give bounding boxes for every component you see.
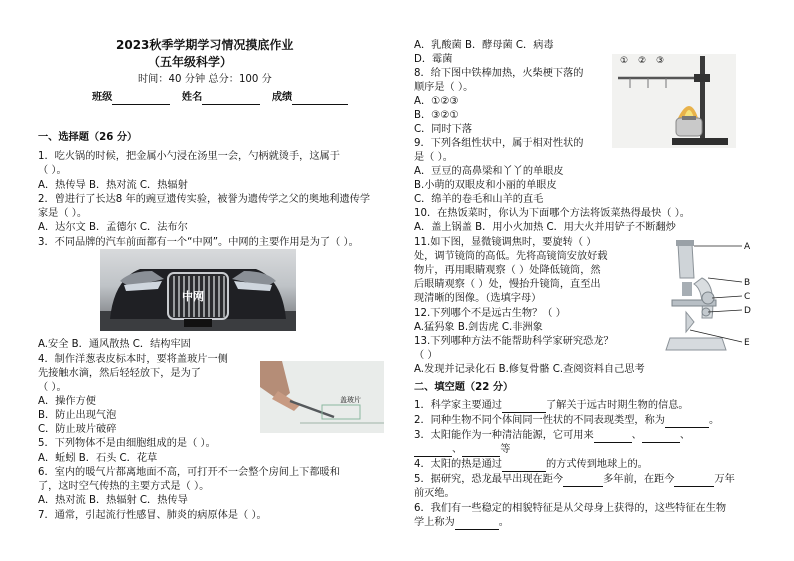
- fill-1-suffix: 了解关于远古时期生物的信息。: [545, 400, 689, 411]
- q9-option-a: A．豆豆的高鼻梁和丫丫的单眼皮: [414, 166, 564, 177]
- fill-5-unit: 万年: [714, 474, 735, 485]
- student-info-row: [92, 90, 348, 105]
- microscope-label-e: E: [744, 338, 750, 348]
- q11-line-2: 处，调节镜筒的高低。先将高镜筒安放好载: [414, 251, 608, 262]
- fill-2-suffix: 。: [708, 415, 720, 426]
- q12-options: A.猛犸象 B.剑齿虎 C.非洲象: [414, 322, 543, 333]
- fill-5-blank-2[interactable]: [674, 486, 714, 487]
- q2-blank: 家是（ ）。: [38, 208, 88, 219]
- class-label: 班级: [92, 92, 113, 103]
- fill-5-cont: 前灭绝。: [414, 488, 455, 499]
- name-field[interactable]: [202, 104, 260, 105]
- q7-options: A．乳酸菌 B．酵母菌 C．病毒: [414, 40, 554, 51]
- q13-blank: （ ）: [414, 350, 438, 361]
- q8-option-b: B．③②①: [414, 110, 459, 121]
- match-mark-3: ③: [656, 56, 665, 66]
- fill-3-suffix: 等: [500, 444, 511, 455]
- match-mark-1: ①: [620, 56, 629, 66]
- q9-text-2: 是（ ）。: [414, 152, 453, 163]
- coverslip-photo: [260, 361, 384, 433]
- q7-text: 7．通常，引起流行性感冒、肺炎的病原体是（ ）。: [38, 510, 267, 521]
- q4-text-2: 先接触水滴，然后轻轻放下，是为了: [38, 368, 201, 379]
- fill-5-blank-1[interactable]: [563, 486, 603, 487]
- iron-rod-figure: [612, 54, 736, 148]
- q1-text: 1．吃火锅的时候，把金属小勺浸在汤里一会，勺柄就烫手，这属于: [38, 151, 340, 162]
- car-grille-photo: [100, 249, 296, 331]
- page-subtitle: （五年级科学）: [148, 55, 233, 69]
- fill-3-cont: [414, 442, 510, 457]
- q4-blank: （ ）。: [38, 382, 67, 393]
- fill-4-prefix: 4．太阳的热是通过: [414, 459, 502, 470]
- fill-4: [414, 457, 648, 472]
- fill-6-suffix: 。: [498, 517, 509, 528]
- q9-option-c: C．绵羊的卷毛和山羊的直毛: [414, 194, 544, 205]
- q10-options: A．盖上锅盖 B．用小火加热 C．用大火并用铲子不断翻炒: [414, 222, 676, 233]
- q6-options: A．热对流 B．热辐射 C．热传导: [38, 495, 188, 506]
- fill-5-mid: 多年前，在距今: [603, 474, 675, 485]
- class-field[interactable]: [112, 104, 170, 105]
- q8-option-c: C．同时下落: [414, 124, 473, 135]
- microscope-label-c: C: [744, 292, 751, 302]
- section-choice-title: 一、选择题（26 分）: [38, 132, 138, 143]
- fill-1-prefix: 1．科学家主要通过: [414, 400, 502, 411]
- fill-5: [414, 472, 735, 487]
- fill-2-prefix: 2．同种生物不同个体间同一性状的不同表现类型，称为: [414, 415, 665, 426]
- fill-3-sep-3: 、: [452, 444, 463, 455]
- fill-3-blank-1[interactable]: [594, 442, 632, 443]
- match-mark-2: ②: [638, 56, 647, 66]
- score-label: 成绩: [271, 92, 293, 103]
- exam-meta: 时间：40 分钟 总分：100 分: [138, 74, 272, 85]
- q8-text-2: 顺序是（ ）。: [414, 82, 474, 93]
- microscope-label-d: D: [744, 306, 751, 316]
- q4-option-a: A．操作方便: [38, 396, 96, 407]
- q4-option-c: C．防止玻片破碎: [38, 424, 117, 435]
- fill-1: [414, 398, 689, 413]
- q11-line-1: 11.如下图，显微镜调焦时，要旋转（ ）: [414, 237, 597, 248]
- q6-text-2: 了，这时空气传热的主要方式是（ ）。: [38, 481, 210, 492]
- name-label: 姓名: [181, 92, 203, 103]
- q13-text: 13.下列哪种方法不能帮助科学家研究恐龙？: [414, 336, 614, 347]
- page-title: 2023秋季学期学习情况摸底作业: [116, 38, 294, 52]
- microscope-figure: [646, 238, 756, 358]
- q8-option-a: A．①②③: [414, 96, 459, 107]
- microscope-label-a: A: [744, 242, 751, 252]
- q4-option-b: B．防止出现气泡: [38, 410, 117, 421]
- q2-options: A．达尔文 B．孟德尔 C．法布尔: [38, 222, 188, 233]
- q1-options: A．热传导 B．热对流 C．热辐射: [38, 180, 188, 191]
- fill-6-cont: [414, 515, 509, 530]
- fill-2: [414, 413, 719, 428]
- microscope-label-b: B: [744, 278, 751, 288]
- q11-line-4: 后眼睛观察（ ）处，慢抬升镜筒，直至出: [414, 279, 601, 290]
- q3-options: A.安全 B．通风散热 C．结构牢固: [38, 339, 191, 350]
- fill-6-prefix: 学上称为: [414, 517, 455, 528]
- section-fill-title: 二、填空题（22 分）: [414, 382, 514, 393]
- q12-text: 12.下列哪个不是远古生物？（ ）: [414, 308, 566, 319]
- q4-text: 4．制作洋葱表皮标本时，要将盖玻片一侧: [38, 354, 228, 365]
- q6-text: 6．室内的暖气片都离地面不高，可打开不一会整个房间上下都暖和: [38, 467, 340, 478]
- grille-image-label: 中网: [182, 290, 204, 303]
- fill-3-sep-1: 、: [631, 430, 642, 441]
- q3-text: 3．不同品牌的汽车前面都有一个“中网”。中网的主要作用是为了（ ）。: [38, 237, 359, 248]
- fill-4-suffix: 的方式传到地球上的。: [545, 459, 648, 470]
- q5-options: A．蚯蚓 B．石头 C．花草: [38, 453, 158, 464]
- q13-options: A.发现并记录化石 B.修复骨骼 C.查阅资料自己思考: [414, 364, 645, 375]
- fill-3-sep-2: 、: [679, 430, 691, 441]
- score-field[interactable]: [292, 104, 348, 105]
- q8-text: 8．给下图中铁棒加热，火柴梗下落的: [414, 68, 584, 79]
- coverslip-label: 盖玻片: [340, 396, 361, 404]
- fill-3: [414, 428, 690, 443]
- q9-option-b: B.小萌的双眼皮和小丽的单眼皮: [414, 180, 557, 191]
- q7-option-d: D．霉菌: [414, 54, 453, 65]
- fill-6: 6．我们有一些稳定的相貌特征是从父母身上获得的，这些特征在生物: [414, 503, 727, 514]
- q9-text: 9．下列各组性状中，属于相对性状的: [414, 138, 584, 149]
- q11-line-3: 物片，再用眼睛观察（ ）处降低镜筒，然: [414, 265, 601, 276]
- fill-6-blank[interactable]: [455, 529, 499, 530]
- fill-3-prefix: 3．太阳能作为一种清洁能源，它可用来: [414, 430, 594, 441]
- q10-text: 10．在热饭菜时，你认为下面哪个方法将饭菜热得最快（ ）。: [414, 208, 690, 219]
- fill-5-prefix: 5．据研究，恐龙最早出现在距今: [414, 474, 564, 485]
- q5-text: 5．下列物体不是由细胞组成的是（ ）。: [38, 438, 216, 449]
- q2-text: 2．曾进行了长达8 年的豌豆遗传实验，被誉为遗传学之父的奥地利遗传学: [38, 194, 371, 205]
- q11-line-5: 现清晰的图像。（选填字母）: [414, 293, 542, 304]
- q1-blank: （ ）。: [38, 165, 67, 176]
- fill-3-blank-2[interactable]: [642, 442, 680, 443]
